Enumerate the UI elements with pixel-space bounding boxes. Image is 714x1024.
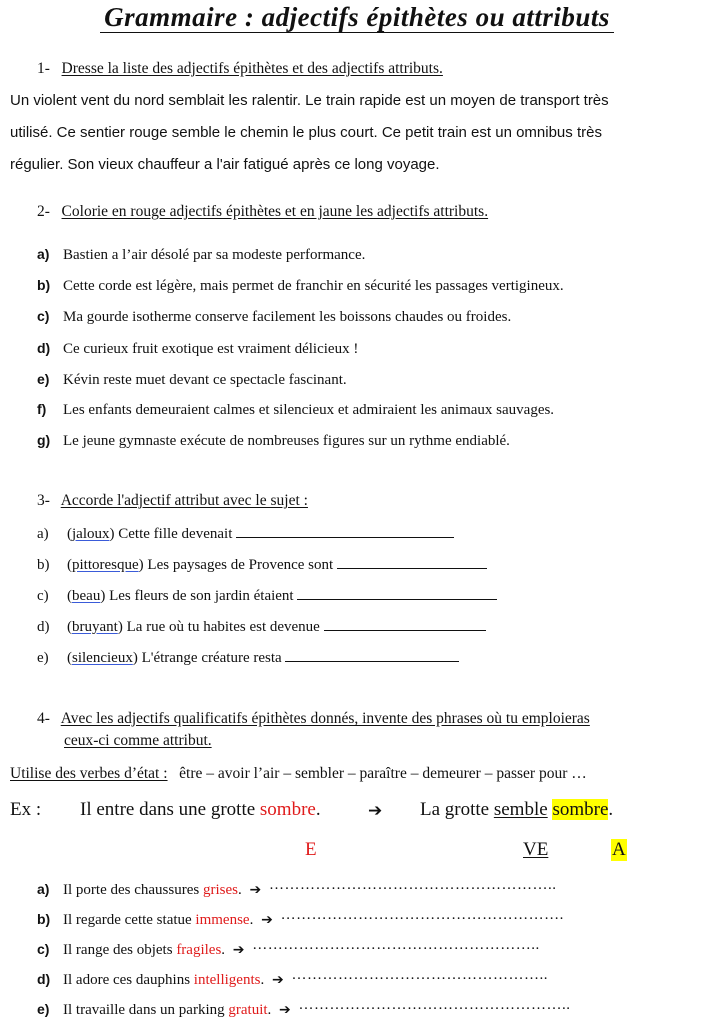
tag-attribute: A <box>612 839 626 860</box>
answer-blank[interactable] <box>236 525 454 538</box>
example-label: Ex : <box>10 799 42 820</box>
exercise-instruction: Dresse la liste des adjectifs épithètes et des adjectifs attributs. <box>61 60 443 77</box>
arrow-icon: ➔ <box>271 972 284 988</box>
exercise-1-heading <box>37 60 443 78</box>
verbs-list: être – avoir l’air – sembler – paraître – demeurer – passer pour … <box>179 765 587 782</box>
tag-state-verb: VE <box>523 839 549 860</box>
answer-blank[interactable] <box>324 618 486 631</box>
arrow-icon: ➔ <box>279 1002 291 1018</box>
list-item: a) Il porte des chaussures grises. ➔ ……………………………………………….. <box>37 877 617 899</box>
example-sentence-2: La grotte semble sombre. <box>420 799 614 820</box>
list-item: d) (bruyant) La rue où tu habites est devenue <box>37 618 486 636</box>
answer-blank[interactable] <box>285 649 459 662</box>
list-item: a) Bastien a l’air désolé par sa modeste performance. <box>37 246 366 263</box>
list-item: b) (pittoresque) Les paysages de Provence sont <box>37 556 487 574</box>
exercise-instruction: Accorde l'adjectif attribut avec le sujet : <box>60 492 308 509</box>
example-sentence-1: Il entre dans une grotte sombre. <box>80 799 321 820</box>
arrow-icon: ➔ <box>261 912 273 928</box>
list-item: b) Cette corde est légère, mais permet de franchir en sécurité les passages vertigineux. <box>37 277 564 294</box>
exercise-number: 3- <box>37 492 50 509</box>
answer-blank[interactable] <box>297 587 497 600</box>
list-item: e) Il travaille dans un parking gratuit. ➔ …………………………………………….. <box>37 997 629 1019</box>
list-item: c) Ma gourde isotherme conserve facilement les boissons chaudes ou froides. <box>37 308 512 325</box>
list-item: b) Il regarde cette statue immense. ➔ ………………………………………………. <box>37 907 627 929</box>
list-item: g) Le jeune gymnaste exécute de nombreuses figures sur un rythme endiablé. <box>37 432 510 449</box>
paragraph-line: régulier. Son vieux chauffeur a l'air fatigué après ce long voyage. <box>10 156 440 173</box>
exercise-number: 1- <box>37 60 50 77</box>
verbs-line <box>10 765 587 783</box>
exercise-4-heading <box>37 710 590 728</box>
epithet-adjective: gratuit <box>228 1002 268 1018</box>
exercise-3-heading <box>37 492 308 510</box>
exercise-instruction-continued: ceux-ci comme attribut. <box>64 732 212 749</box>
adjective: silencieux <box>72 650 133 666</box>
list-item: c) (beau) Les fleurs de son jardin étaient <box>37 587 497 605</box>
answer-dots[interactable]: ………………………………………………. <box>280 907 564 923</box>
list-item: c) Il range des objets fragiles. ➔ ……………………………………………….. <box>37 937 598 959</box>
attribute-adjective: sombre <box>552 799 609 820</box>
epithet-adjective: immense <box>195 912 250 928</box>
exercise-instruction: Colorie en rouge adjectifs épithètes et en jaune les adjectifs attributs. <box>61 203 489 220</box>
epithet-adjective: intelligents <box>193 972 261 988</box>
tag-epithet: E <box>305 839 317 860</box>
epithet-adjective: grises <box>202 882 238 898</box>
list-item: d) Ce curieux fruit exotique est vraiment délicieux ! <box>37 340 359 357</box>
adjective: jaloux <box>72 526 110 542</box>
list-item: e) (silencieux) L'étrange créature resta <box>37 649 459 667</box>
verbs-label: Utilise des verbes d’état : <box>10 765 168 782</box>
adjective: bruyant <box>72 619 118 635</box>
arrow-icon: ➔ <box>232 942 245 958</box>
state-verb: semble <box>493 799 548 820</box>
exercise-number: 2- <box>37 203 50 220</box>
list-item: e) Kévin reste muet devant ce spectacle fascinant. <box>37 371 347 388</box>
epithet-adjective: fragiles <box>176 942 222 958</box>
exercise-number: 4- <box>37 710 50 727</box>
page-title: Grammaire : adjectifs épithètes ou attributs <box>0 2 714 33</box>
arrow-icon: ➔ <box>368 801 383 821</box>
answer-dots[interactable]: ……………………………………………….. <box>268 877 557 893</box>
exercise-instruction: Avec les adjectifs qualificatifs épithètes donnés, invente des phrases où tu emploieras <box>60 710 590 727</box>
list-item: a) (jaloux) Cette fille devenait <box>37 525 454 543</box>
arrow-icon: ➔ <box>249 882 262 898</box>
list-item: f) Les enfants demeuraient calmes et silencieux et admiraient les animaux sauvages. <box>37 401 555 418</box>
adjective: pittoresque <box>72 557 139 573</box>
answer-dots[interactable]: ………………………………………….. <box>291 967 548 983</box>
paragraph-line: utilisé. Ce sentier rouge semble le chemin le plus court. Ce petit train est un omnibus très <box>10 124 602 141</box>
answer-dots[interactable]: …………………………………………….. <box>298 997 571 1013</box>
list-item: d) Il adore ces dauphins intelligents. ➔ ………………………………………….. <box>37 967 621 989</box>
paragraph-line: Un violent vent du nord semblait les ralentir. Le train rapide est un moyen de transport très <box>10 92 609 109</box>
answer-blank[interactable] <box>337 556 487 569</box>
answer-dots[interactable]: ……………………………………………….. <box>252 937 540 953</box>
adjective: beau <box>72 588 101 604</box>
exercise-2-heading <box>37 203 488 221</box>
epithet-adjective: sombre <box>259 799 316 820</box>
